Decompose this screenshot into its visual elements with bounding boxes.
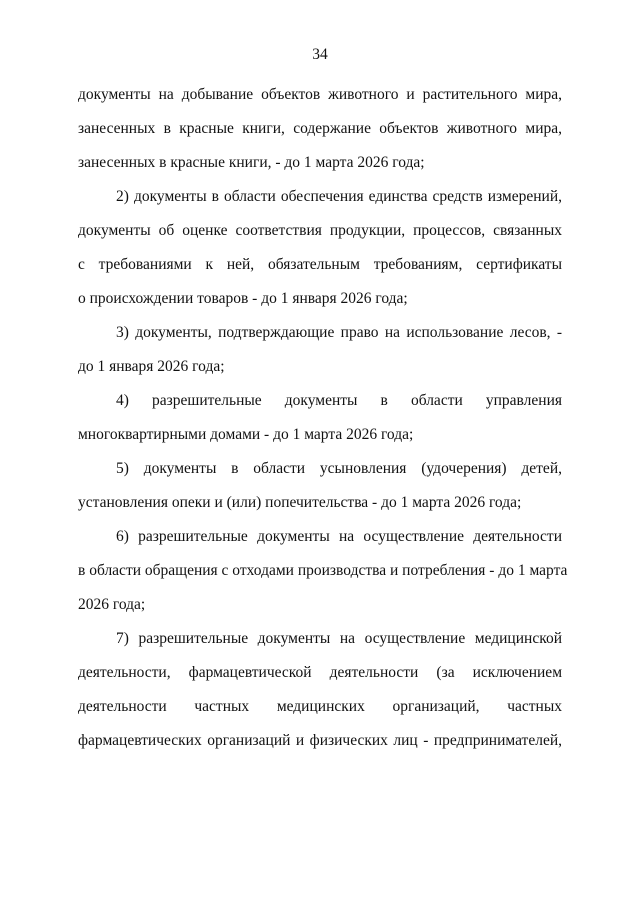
text-line: до 1 января 2026 года; [78, 358, 225, 375]
text-line: занесенных в красные книги, содержание объектов животного мира, [78, 120, 562, 137]
text-line: 2026 года; [78, 596, 146, 613]
paragraph-item-2 [78, 184, 562, 320]
text-line: о происхождении товаров - до 1 января 2026 года; [78, 290, 408, 307]
text-line: занесенных в красные книги, - до 1 марта 2026 года; [78, 154, 425, 171]
text-line: 2) документы в области обеспечения единства средств измерений, [116, 188, 562, 205]
paragraph-item-7 [78, 626, 562, 762]
text-line: деятельности частных медицинских организаций, частных [78, 698, 562, 715]
paragraph-item-5 [78, 456, 562, 524]
text-line: деятельности, фармацевтической деятельности (за исключением [78, 664, 562, 681]
paragraph-item-3 [78, 320, 562, 388]
document-body [78, 82, 568, 762]
text-line: в области обращения с отходами производства и потребления - до 1 марта [78, 562, 568, 579]
text-line: документы на добывание объектов животного и растительного мира, [78, 86, 562, 103]
text-line: 7) разрешительные документы на осуществление медицинской [116, 630, 562, 647]
paragraph-continuation [78, 82, 562, 184]
paragraph-item-6 [78, 524, 568, 626]
paragraph-item-4 [78, 388, 562, 456]
text-line: 6) разрешительные документы на осуществление деятельности [116, 528, 562, 545]
page-number: 34 [312, 46, 328, 63]
text-line: многоквартирными домами - до 1 марта 2026 года; [78, 426, 414, 443]
text-line: документы об оценке соответствия продукции, процессов, связанных [78, 222, 562, 239]
text-line: с требованиями к ней, обязательным требованиям, сертификаты [78, 256, 562, 273]
text-line: фармацевтических организаций и физических лиц - предпринимателей, [78, 732, 562, 749]
text-line: 4) разрешительные документы в области управления [116, 392, 562, 409]
text-line: 5) документы в области усыновления (удочерения) детей, [116, 460, 562, 477]
text-line: установления опеки и (или) попечительства - до 1 марта 2026 года; [78, 494, 522, 511]
text-line: 3) документы, подтверждающие право на использование лесов, - [116, 324, 562, 341]
